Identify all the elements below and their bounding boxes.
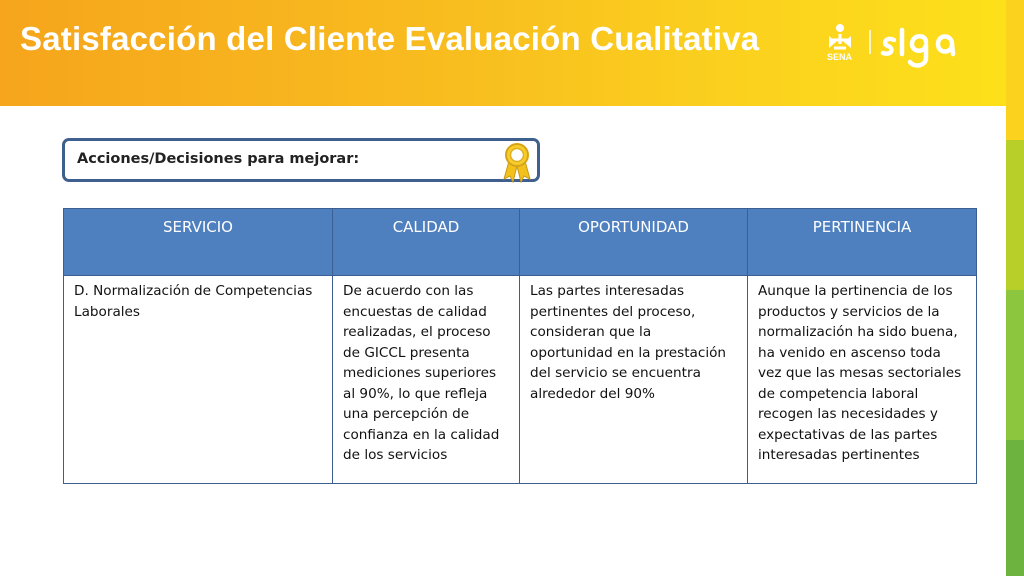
cell-calidad: De acuerdo con las encuestas de calidad realizadas, el proceso de GICCL presenta mediciones superiores al 90%, lo que refleja una percepción de confianza en la calidad de los servicios — [333, 276, 520, 484]
column-header-pertinencia: PERTINENCIA — [748, 209, 977, 276]
cell-oportunidad: Las partes interesadas pertinentes del proceso, consideran que la oportunidad en la prestación del servicio se encuentra alrededor del 90% — [520, 276, 748, 484]
logo-group — [826, 18, 976, 74]
cell-pertinencia: Aunque la pertinencia de los productos y servicios de la normalización ha sido buena, ha venido en ascenso toda vez que las mesas sectoriales de competencia laboral recogen las necesidades y expectativas de las partes interesadas pertinentes — [748, 276, 977, 484]
column-header-oportunidad: OPORTUNIDAD — [520, 209, 748, 276]
cell-servicio: D. Normalización de Competencias Laborales — [64, 276, 333, 484]
actions-label: Acciones/Decisiones para mejorar: — [77, 151, 360, 167]
column-header-servicio: SERVICIO — [64, 209, 333, 276]
sena-logo-icon — [827, 24, 853, 62]
column-header-calidad: CALIDAD — [333, 209, 520, 276]
table-row — [64, 276, 977, 484]
header-banner — [0, 0, 1006, 106]
siga-logo-icon — [883, 30, 953, 65]
actions-box — [62, 138, 540, 182]
table-header-row — [64, 209, 977, 276]
svg-text:SENA: SENA — [827, 52, 853, 62]
side-decoration — [1006, 0, 1024, 576]
evaluation-table — [63, 208, 977, 484]
page-title: Satisfacción del Cliente Evaluación Cualitativa — [20, 20, 760, 57]
award-ribbon-icon — [499, 141, 535, 183]
